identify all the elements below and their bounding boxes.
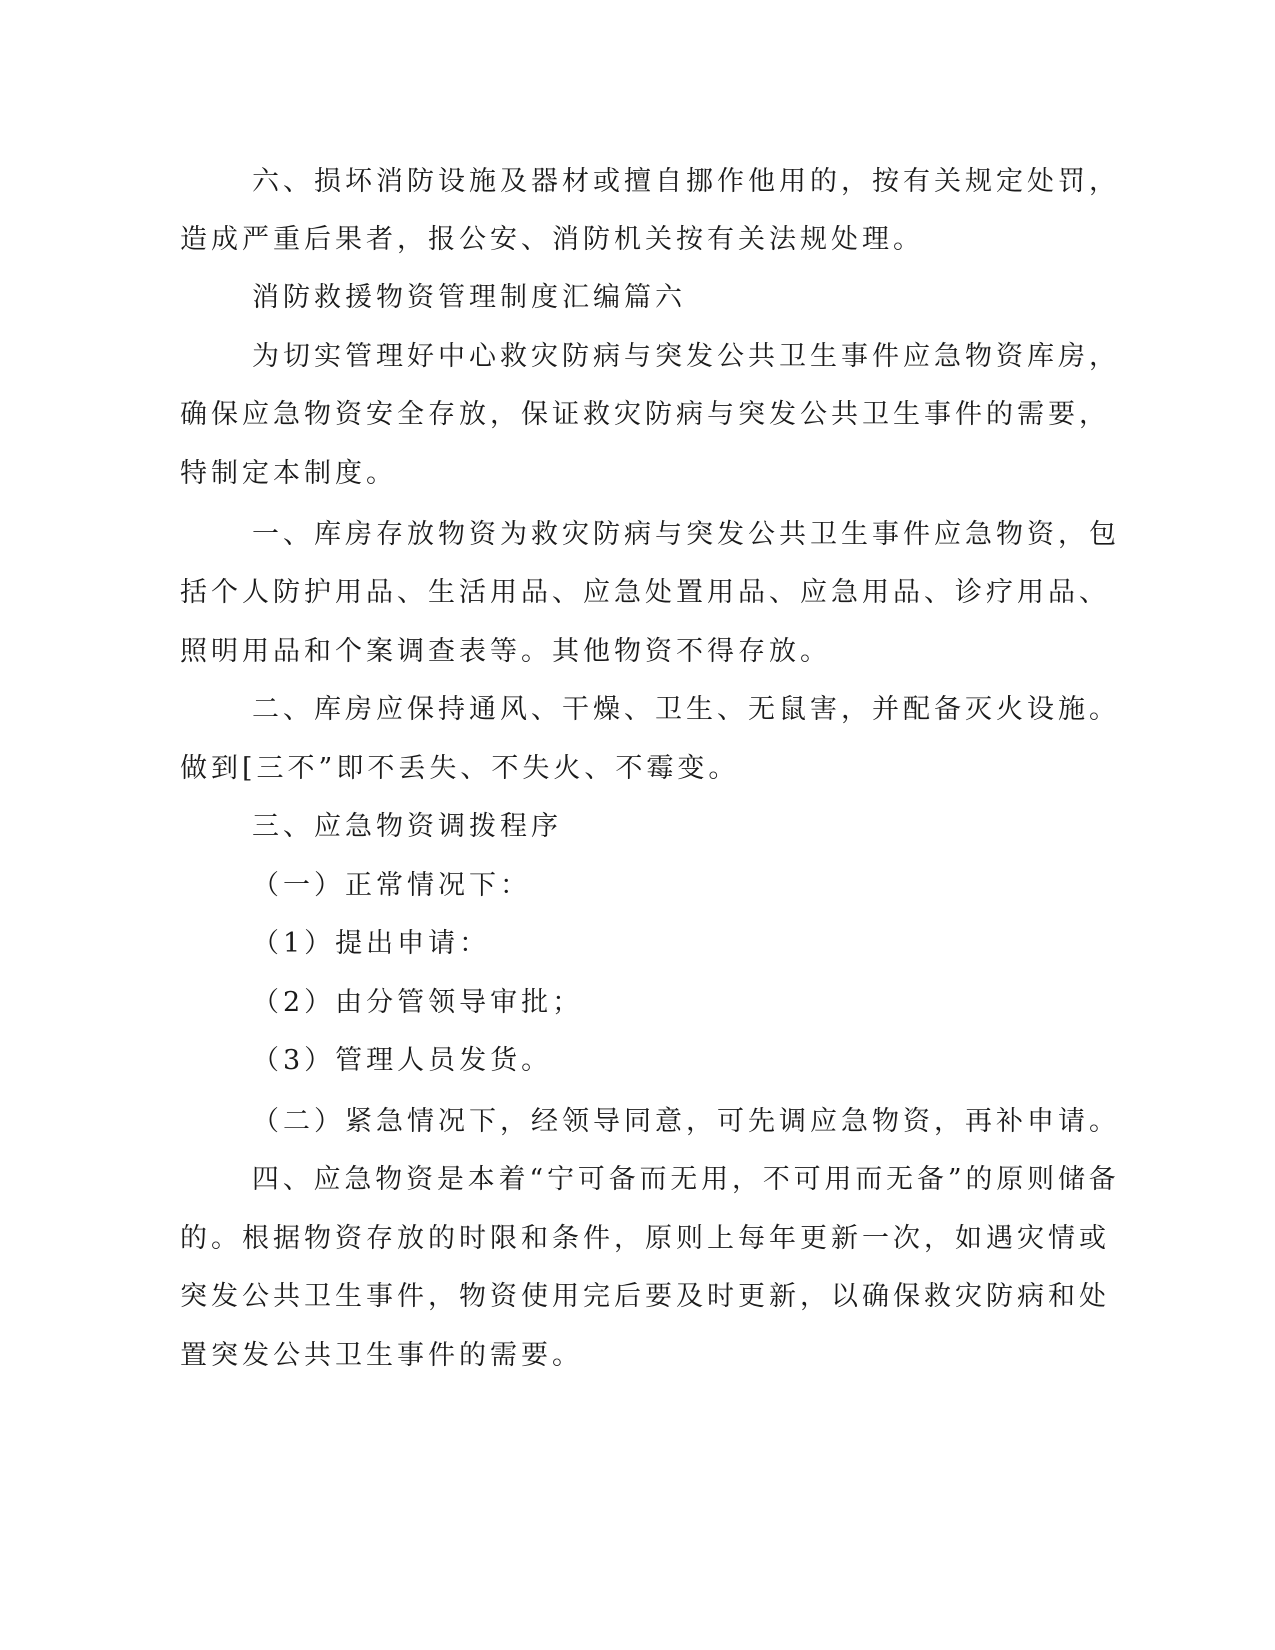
- paragraph-line: 的。根据物资存放的时限和条件，原则上每年更新一次，如遇灾情或: [180, 1223, 1110, 1254]
- paragraph-line: 三、应急物资调拨程序: [252, 811, 562, 842]
- paragraph-line: 特制定本制度。: [180, 458, 397, 489]
- paragraph-line: 突发公共卫生事件，物资使用完后要及时更新，以确保救灾防病和处: [180, 1281, 1110, 1312]
- paragraph-line: 为切实管理好中心救灾防病与突发公共卫生事件应急物资库房，: [252, 341, 1120, 372]
- paragraph-line: 照明用品和个案调查表等。其他物资不得存放。: [180, 636, 831, 667]
- list-item: （一）正常情况下：: [252, 870, 531, 901]
- paragraph-line: 二、库房应保持通风、干燥、卫生、无鼠害，并配备灭火设施。: [252, 694, 1120, 725]
- paragraph-line: 四、应急物资是本着“宁可备而无用，不可用而无备”的原则储备: [252, 1164, 1120, 1195]
- paragraph-line: 六、损坏消防设施及器材或擅自挪作他用的，按有关规定处罚，: [252, 166, 1120, 197]
- section-heading: 消防救援物资管理制度汇编篇六: [252, 282, 686, 313]
- list-item: （二）紧急情况下，经领导同意，可先调应急物资，再补申请。: [252, 1106, 1120, 1137]
- paragraph-line: 确保应急物资安全存放，保证救灾防病与突发公共卫生事件的需要，: [180, 399, 1110, 430]
- list-item: （1）提出申请：: [252, 928, 491, 959]
- paragraph-line: 做到[三不”即不丢失、不失火、不霉变。: [180, 753, 740, 784]
- paragraph-line: 置突发公共卫生事件的需要。: [180, 1340, 583, 1371]
- list-item: （2）由分管领导审批；: [252, 987, 584, 1018]
- paragraph-line: 造成严重后果者，报公安、消防机关按有关法规处理。: [180, 224, 924, 255]
- paragraph-line: 括个人防护用品、生活用品、应急处置用品、应急用品、诊疗用品、: [180, 577, 1110, 608]
- list-item: （3）管理人员发货。: [252, 1045, 553, 1076]
- paragraph-line: 一、库房存放物资为救灾防病与突发公共卫生事件应急物资，包: [252, 519, 1120, 550]
